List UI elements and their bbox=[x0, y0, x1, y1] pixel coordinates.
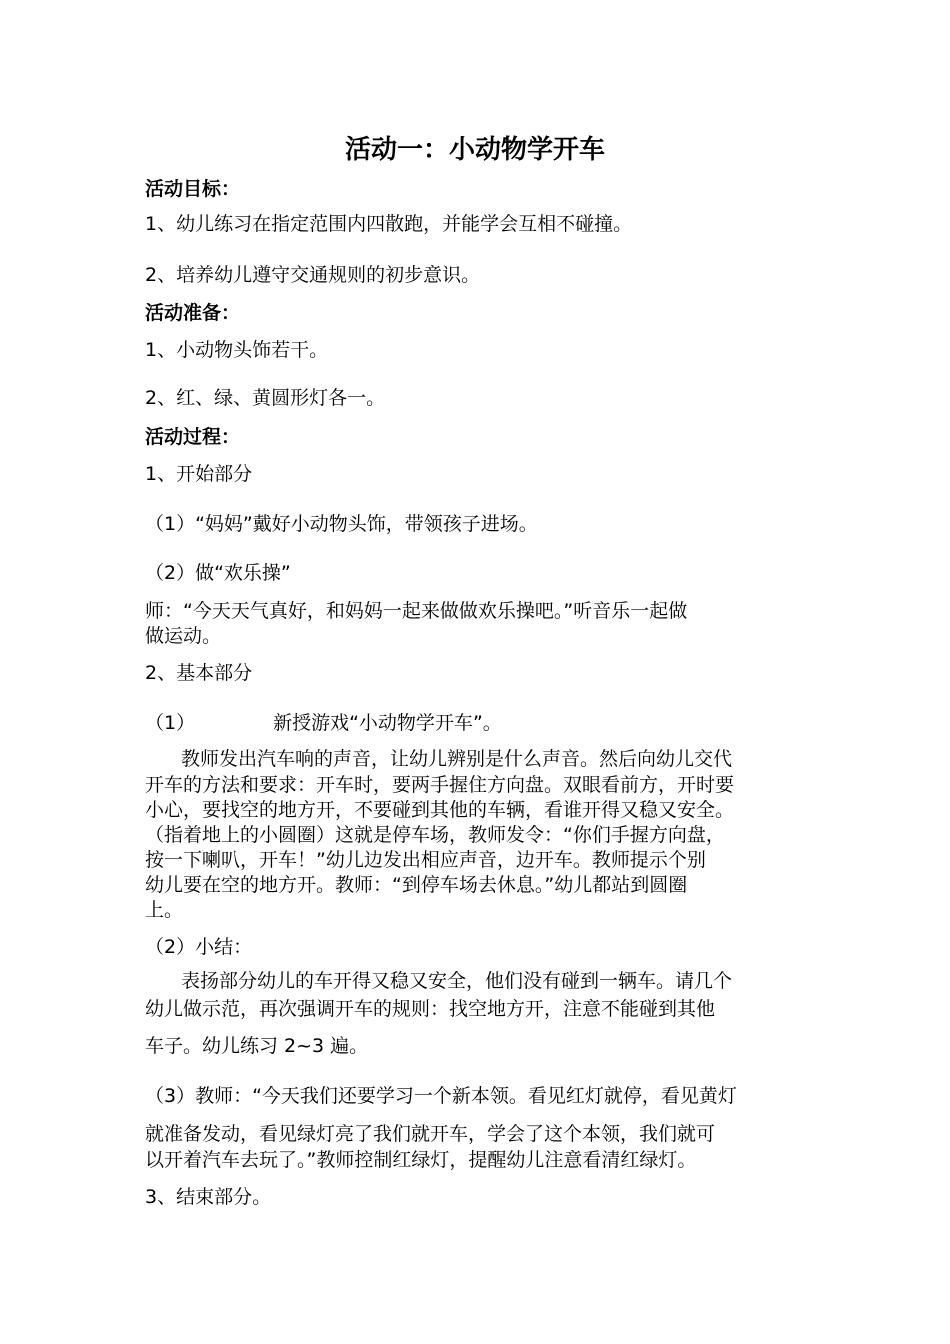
basic-item-1 bbox=[145, 710, 810, 736]
teacher-line-1: 师：“今天天气真好，和妈妈一起来做做欢乐操吧。”听音乐一起做 bbox=[145, 600, 688, 622]
goal-item-2: 2、培养幼儿遵守交通规则的初步意识。 bbox=[145, 264, 481, 286]
para2-line: 表扬部分幼儿的车开得又稳又安全，他们没有碰到一辆车。请几个 bbox=[181, 970, 733, 992]
para1-line: 上。 bbox=[145, 899, 184, 921]
prep-heading: 活动准备： bbox=[145, 302, 241, 324]
para3-line: （3）教师：“今天我们还要学习一个新本领。看见红灯就停，看见黄灯 bbox=[145, 1085, 737, 1107]
para2-line: 幼儿做示范，再次强调开车的规则：找空地方开，注意不能碰到其他 bbox=[145, 998, 716, 1020]
para1-line: 教师发出汽车响的声音，让幼儿辨别是什么声音。然后向幼儿交代 bbox=[181, 748, 733, 770]
para3-line: 以开着汽车去玩了。”教师控制红绿灯，提醒幼儿注意看清红绿灯。 bbox=[145, 1149, 697, 1171]
prep-item-2: 2、红、绿、黄圆形灯各一。 bbox=[145, 387, 386, 409]
basic-item-1-text: 新授游戏“小动物学开车”。 bbox=[273, 712, 502, 734]
para1-line: 幼儿要在空的地方开。教师：“到停车场去休息。”幼儿都站到圆圈 bbox=[145, 874, 688, 896]
end-heading: 3、结束部分。 bbox=[145, 1186, 272, 1208]
goals-heading: 活动目标： bbox=[145, 178, 241, 200]
basic-heading: 2、基本部分 bbox=[145, 662, 253, 684]
teacher-line-2: 做运动。 bbox=[145, 625, 222, 647]
summary-heading: （2）小结： bbox=[145, 936, 253, 958]
para1-line: 开车的方法和要求：开车时，要两手握住方向盘。双眼看前方，开时要 bbox=[145, 774, 735, 796]
para1-line: 小心，要找空的地方开，不要碰到其他的车辆，看谁开得又稳又安全。 bbox=[145, 799, 735, 821]
para1-line: （指着地上的小圆圈）这就是停车场，教师发令：“你们手握方向盘， bbox=[145, 824, 725, 846]
para1-line: 按一下喇叭，开车！”幼儿边发出相应声音，边开车。教师提示个别 bbox=[145, 849, 706, 871]
para2-line: 车子。幼儿练习 2~3 遍。 bbox=[145, 1035, 369, 1057]
prep-item-1: 1、小动物头饰若干。 bbox=[145, 339, 329, 361]
start-item-1: （1）“妈妈”戴好小动物头饰，带领孩子进场。 bbox=[145, 513, 538, 535]
basic-item-1-number: （1） bbox=[145, 712, 196, 734]
start-heading: 1、开始部分 bbox=[145, 463, 253, 485]
para3-line: 就准备发动，看见绿灯亮了我们就开车，学会了这个本领，我们就可 bbox=[145, 1123, 716, 1145]
process-heading: 活动过程： bbox=[145, 426, 241, 448]
goal-item-1: 1、幼儿练习在指定范围内四散跑，并能学会互相不碰撞。 bbox=[145, 213, 633, 235]
start-item-2: （2）做“欢乐操” bbox=[145, 562, 291, 584]
page-title: 活动一：小动物学开车 bbox=[344, 135, 605, 165]
